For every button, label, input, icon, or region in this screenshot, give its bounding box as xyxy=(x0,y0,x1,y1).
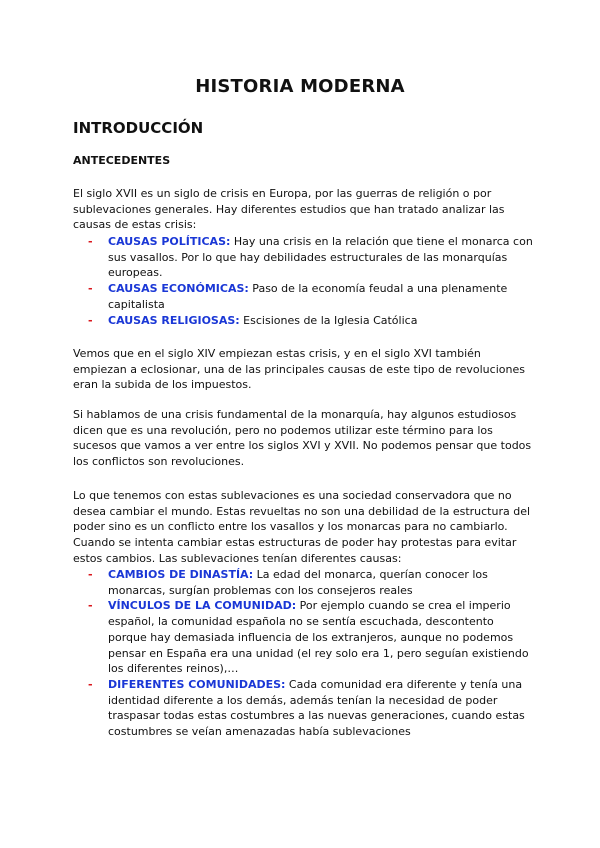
list-item-term: CAUSAS POLÍTICAS: xyxy=(108,235,231,248)
list-item-term: CAMBIOS DE DINASTÍA: xyxy=(108,568,254,581)
dash-bullet-icon: - xyxy=(88,677,93,691)
dash-bullet-icon: - xyxy=(88,599,93,613)
paragraph-intro: El siglo XVII es un siglo de crisis en Europa, por las guerras de religión o por sublevaciones generales. Hay diferentes estudios que han tratado analizar las causas de estas crisis: xyxy=(73,187,505,232)
list-item-text: La edad del monarca, querían conocer los monarcas, surgían problemas con los consejeros reales xyxy=(108,568,488,597)
list-item-text: Paso de la economía feudal a una plenamente capitalista xyxy=(108,282,508,311)
section-heading: INTRODUCCIÓN xyxy=(73,119,204,137)
subsection-heading: ANTECEDENTES xyxy=(73,154,171,167)
list-item-text: Por ejemplo cuando se crea el imperio español, la comunidad española no se sentía escuchada, descontento porque hay demasiada influencia de los extranjeros, aunque no podemos pensar en España era una unidad (el rey solo era 1, pero seguían existiendo los diferentes reinos),… xyxy=(108,599,529,676)
dash-bullet-icon: - xyxy=(88,313,93,327)
list-item-term: CAUSAS ECONÓMICAS: xyxy=(108,282,249,296)
list-item-text: Escisiones de la Iglesia Católica xyxy=(239,313,418,327)
list-item xyxy=(88,281,533,312)
list-item xyxy=(88,598,533,677)
sublevaciones-causes-list xyxy=(88,567,533,740)
dash-bullet-icon: - xyxy=(88,235,93,248)
dash-bullet-icon: - xyxy=(88,282,93,296)
paragraph-4: Lo que tenemos con estas sublevaciones es una sociedad conservadora que no desea cambiar el mundo. Estas revueltas no son una debilidad de la estructura del poder sino es un conflicto entre los vasallos y los monarcas para no cambiarlo. Cuando se intenta cambiar estas estructuras de poder hay protestas para evitar estos cambios. Las sublevaciones tenían diferentes causas: xyxy=(73,489,531,565)
list-item xyxy=(88,567,533,598)
page-title: HISTORIA MODERNA xyxy=(195,76,405,97)
list-item-term: VÍNCULOS DE LA COMUNIDAD: xyxy=(108,599,297,613)
causes-list xyxy=(88,234,533,328)
list-item-term: DIFERENTES COMUNIDADES: xyxy=(108,677,286,691)
list-item xyxy=(88,313,533,329)
paragraph-3: Si hablamos de una crisis fundamental de la monarquía, hay algunos estudiosos dicen que es una revolución, pero no podemos utilizar este término para los sucesos que vamos a ver entre los siglos XVI y XVII. No podemos pensar que todos los conflictos son revoluciones. xyxy=(73,408,532,469)
list-item-text: Hay una crisis en la relación que tiene el monarca con sus vasallos. Por lo que hay debilidades estructurales de las monarquías europeas. xyxy=(108,235,533,280)
list-item xyxy=(88,234,533,281)
list-item-term: CAUSAS RELIGIOSAS: xyxy=(108,313,240,327)
paragraph-2: Vemos que en el siglo XIV empiezan estas crisis, y en el siglo XVI también empiezan a eclosionar, una de las principales causas de este tipo de revoluciones eran la subida de los impuestos. xyxy=(73,347,525,392)
list-item xyxy=(88,677,533,740)
list-item-text: Cada comunidad era diferente y tenía una identidad diferente a los demás, además tenían la necesidad de poder traspasar todas estas costumbres a las nuevas generaciones, cuando estas costumbres se veían amenazadas había sublevaciones xyxy=(108,677,525,739)
dash-bullet-icon: - xyxy=(88,568,93,581)
